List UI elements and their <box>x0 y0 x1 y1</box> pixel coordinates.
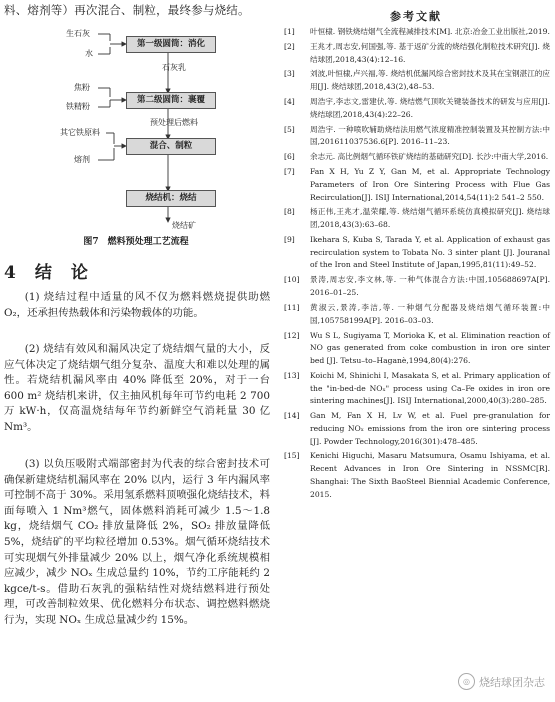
references-list <box>282 26 550 503</box>
label-lime-milk: 石灰乳 <box>162 63 186 72</box>
reference-number: [3] <box>284 69 295 79</box>
input-quicklime: 生石灰 <box>66 29 90 38</box>
reference-number: [4] <box>284 97 295 107</box>
intro-text: 料、熔剂等）再次混合、制粒，最终参与烧结。 <box>4 3 250 17</box>
reference-number: [9] <box>284 235 295 245</box>
reference-item <box>282 330 550 368</box>
conclusion-paragraph-3: (3) 以负压吸附式端部密封为代表的综合密封技术可确保新建烧结机漏风率在 20% 以内，运行 3 年内漏风率可控制不高于 30%。采用氢系燃料顶喷强化烧结技术，料面每喷入 1 Nm³燃气，固体燃料消耗可减少 1.5～1.8 kg，烧结烟气 CO₂ 排放量降低 2%，SO₂ 排放量降低 5%，烧结矿的平均粒径增加 0.53%。烟气循环烧结技术可实现烟气外排量减少 20% 以上，烟气净化系统规模相应减少，减少 NOₓ 生成总量约 10%，节约工序能耗约 2 kgce/t-s。借助石灰乳的强粘结性对烧结燃料进行预处理，可改善制粒效果、优化燃料分布状态、调控燃料燃烧行为，实现 NOₓ 生成总量减少约 15%。 <box>4 458 270 626</box>
reference-item <box>282 234 550 272</box>
reference-item <box>282 410 550 448</box>
reference-item <box>282 450 550 501</box>
section-title: 4 结 论 <box>4 263 89 283</box>
input-flux: 熔剂 <box>74 155 90 164</box>
reference-text: Fan X H, Yu Z Y, Gan M, et al. Appropriate Technology Parameters of Iron Ore Sintering Process with Flue Gas Recirculation[J]. ISIJ International,2014,54(11):2 541–2 550. <box>310 167 550 202</box>
reference-text: 叶恒棣. 钢铁烧结烟气全流程减排技术[M]. 北京:冶金工业出版社,2019. <box>310 27 550 36</box>
reference-text: Koichi M, Shinichi I, Masakata S, et al. Primary application of the "in-bed-de NOₓ" process using Ca–Fe oxides in iron ore sintering machines[J]. ISIJ International,2000,40(3):280–285. <box>310 370 550 406</box>
reference-number: [15] <box>284 451 300 461</box>
reference-item <box>282 41 550 66</box>
reference-text: 周浩宇. 一种喷吹辅助烧结法用燃气浓度精准控制装置及其控制方法:中国,201611037536.6[P]. 2016–11–23. <box>310 124 550 147</box>
reference-number: [14] <box>284 411 300 421</box>
wechat-icon: ◎ <box>458 673 475 690</box>
input-iron-fine: 铁精粉 <box>66 102 90 111</box>
references-title: 参考文献 <box>390 10 442 23</box>
left-column <box>0 0 272 702</box>
reference-number: [5] <box>284 124 295 134</box>
reference-item <box>282 274 550 299</box>
conclusion-paragraph-2: (2) 烧结有效风和漏风决定了烧结烟气量的大小，反应气体决定了烧结烟气组分复杂、温度大和难以处理的属性。若烧结机漏风率由 40% 降低至 20%，对于一台 600 m² 烧结机来讲，仅主抽风机每年可节约电耗 2 700 万 kW·h，仅高温烧结每年节约新鲜空气消耗量 30 亿 Nm³。 <box>4 343 270 433</box>
reference-text: 景涛,周志安,李文林,等. 一种气体混合方法:中国,105688697A[P]. 2016–01–25. <box>310 275 550 298</box>
reference-item <box>282 151 550 164</box>
reference-item <box>282 302 550 327</box>
input-coke: 焦粉 <box>74 83 90 92</box>
reference-text: Wu S L, Sugiyama T, Morioka K, et al. Elimination reaction of NO gas generated from coke combustion in iron ore sinter bed [J]. Tetsu–to–Haganè,1994,80(4):276. <box>310 330 550 365</box>
input-water: 水 <box>85 49 93 58</box>
reference-item <box>282 68 550 93</box>
watermark-text: 烧结球团杂志 <box>479 675 545 689</box>
reference-text: 周浩宇,李志文,雷建伏,等. 烧结燃气顶吹关键装备技术的研发与应用[J]. 烧结球团,2018,43(4):22–26. <box>310 97 550 119</box>
reference-number: [2] <box>284 41 295 51</box>
reference-number: [7] <box>284 167 295 177</box>
label-pretreated-fuel: 预处理后燃料 <box>150 118 198 127</box>
reference-item <box>282 26 550 39</box>
box-stage2: 第二级圆筒：裹覆 <box>126 92 216 109</box>
input-other-iron: 其它铁原料 <box>60 128 100 137</box>
reference-text: 余志元. 高比例烟气循环铁矿烧结的基础研究[D]. 长沙:中南大学,2016. <box>310 152 549 162</box>
reference-text: Gan M, Fan X H, Lv W, et al. Fuel pre-granulation for reducing NOₓ emissions from the iron ore sintering process [J]. Powder Technology,2016(301):478–485. <box>310 411 550 446</box>
box-stage1: 第一级圆筒：消化 <box>126 36 216 53</box>
reference-item <box>282 370 550 408</box>
reference-number: [6] <box>284 152 295 162</box>
reference-item <box>282 166 550 204</box>
right-column <box>282 0 550 702</box>
reference-item <box>282 206 550 231</box>
conclusion-paragraph-1: (1) 烧结过程中适量的风不仅为燃料燃烧提供助燃 O₂，还承担传热载体和污染物载体的功能。 <box>4 291 270 319</box>
reference-number: [11] <box>284 302 300 312</box>
box-sinter: 烧结机：烧结 <box>126 190 216 207</box>
reference-text: 刘波,叶恒棣,卢兴福,等. 烧结机低漏风综合密封技术及其在宝钢湛江的应用[J]. 烧结球团,2018,43(2),48–53. <box>310 69 550 92</box>
figure-caption: 图7 燃料预处理工艺流程 <box>83 237 189 247</box>
box-mix: 混合、制粒 <box>126 138 216 155</box>
reference-item <box>282 124 550 149</box>
reference-number: [1] <box>284 27 295 36</box>
reference-text: Ikehara S, Kuba S, Tarada Y, et al. Application of exhaust gas recirculation system to Tobata No. 3 sinter plant [J]. Jouranal of the Iron and Steel Institute of Japan,1995,81(11):49–52. <box>310 235 550 270</box>
reference-text: 王兆才,周志安,何国强,等. 基于返矿分流的烧结强化制粒技术研究[J]. 烧结球团,2018,43(4):12–16. <box>310 41 550 64</box>
reference-number: [13] <box>284 370 300 380</box>
reference-item <box>282 96 550 121</box>
reference-number: [12] <box>284 330 300 340</box>
reference-text: 杨正伟,王兆才,温荣耀,等. 烧结烟气循环系统仿真模拟研究[J]. 烧结球团,2018,43(3):63–68. <box>310 207 550 230</box>
watermark <box>458 673 545 690</box>
reference-number: [8] <box>284 207 295 217</box>
label-sinter-ore: 烧结矿 <box>172 221 196 230</box>
reference-text: 黄淑云,景涛,李洁,等. 一种烟气分配器及烧结烟气循环装置:中国,105758199A[P]. 2016–03–03. <box>310 302 550 325</box>
reference-number: [10] <box>284 275 300 285</box>
reference-text: Kenichi Higuchi, Masaru Matsumura, Osamu Ishiyama, et al. Recent Advances in Iron Ore Sintering in NSSMC[R]. Shanghai: The Sixth BaoSteel Biennial Academic Conference, 2015. <box>310 451 550 499</box>
